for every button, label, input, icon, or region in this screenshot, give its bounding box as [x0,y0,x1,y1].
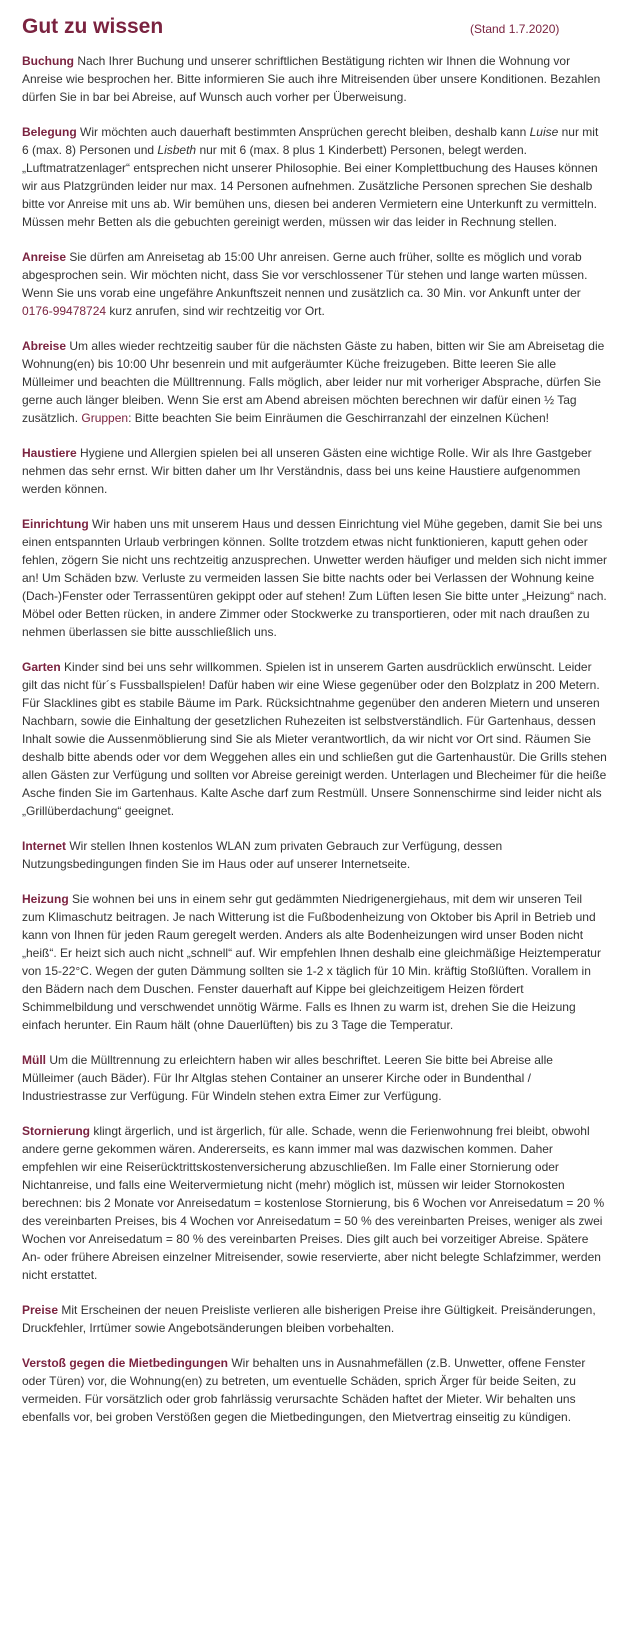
section-text-anreise-part2: kurz anrufen, sind wir rechtzeitig vor Ort. [106,304,325,318]
section-internet [22,837,607,873]
section-text-verstoss: Wir behalten uns in Ausnahmefällen (z.B. Unwetter, offene Fenster oder Türen) vor, die Wohnung(en) zu betreten, um eventuelle Schäden, sprich Ärger für beide Seiten, zu vermeiden. Für vorsätzlich oder grob fahrlässig verursachte Schäden haftet der Mieter. Wir behalten uns ebenfalls vor, bei groben Verstößen gegen die Mietbedingungen, den Mietvertrag einseitig zu kündigen. [22,1356,586,1424]
apartment-name-lisbeth: Lisbeth [157,143,197,157]
section-haustiere [22,444,607,498]
section-text-belegung-part2: nur mit 6 (max. 8) Personen und [22,125,599,157]
page-title: Gut zu wissen [22,15,164,38]
section-text-internet: Wir stellen Ihnen kostenlos WLAN zum privaten Gebrauch zur Verfügung, dessen Nutzungsbedingungen finden Sie im Haus oder auf unserer Internetseite. [22,839,503,871]
section-text-belegung-part1: Wir möchten auch dauerhaft bestimmten Ansprüchen gerecht bleiben, deshalb kann [76,125,530,139]
section-preise [22,1301,607,1337]
section-text-anreise-part1: Sie dürfen am Anreisetag ab 15:00 Uhr anreisen. Gerne auch früher, sollte es möglich und vorab abgesprochen sein. Wir möchten nicht, dass Sie vor verschlossener Tür stehen und lange warten müssen. Wenn Sie uns vorab eine ungefähre Ankunftszeit nennen und zusätzlich ca. 30 Min. vor Ankunft unter der [22,250,588,300]
stand-date: (Stand 1.7.2020) [470,22,560,36]
apartment-name-luise: Luise [529,125,559,139]
groups-label: Gruppen [81,411,129,425]
section-text-stornierung: klingt ärgerlich, und ist ärgerlich, für alle. Schade, wenn die Ferienwohnung frei bleibt, obwohl andere gerne gekommen wären. Andererseits, es kann immer mal was dazwischen kommen. Daher empfehlen wir eine Reiserücktrittskostenversicherung abzuschließen. Im Falle einer Stornierung oder Nichtanreise, und falls eine Weitervermietung nicht (mehr) möglich ist, müssen wir leider Stornokosten berechnen: bis 2 Monate vor Anreisedatum = kostenlose Stornierung, bis 6 Wochen vor Anreisedatum = 20 % des vereinbarten Preises, bis 4 Wochen vor Anreisedatum = 50 % des vereinbarten Preises, weniger als zwei Wochen vor Anreisedatum = 80 % des vereinbarten Preises. Dies gilt auch bei vorzeitiger Abreise. Spätere An- oder frühere Abreisen einzelner Mitreisender, sowie reservierte, aber nicht belegte Schlafzimmer, werden nicht erstattet. [22,1124,605,1282]
section-heizung [22,890,607,1034]
section-label-garten: Garten [22,660,61,674]
section-label-internet: Internet [22,839,67,853]
section-label-haustiere: Haustiere [22,446,77,460]
section-label-stornierung: Stornierung [22,1124,90,1138]
section-stornierung [22,1122,607,1284]
section-einrichtung [22,515,607,641]
section-label-heizung: Heizung [22,892,69,906]
phone-number: 0176-99478724 [22,304,107,318]
section-anreise [22,248,607,320]
section-text-garten: Kinder sind bei uns sehr willkommen. Spielen ist in unserem Garten ausdrücklich erwünscht. Leider gilt das nicht für´s Fussballspielen! Dafür haben wir eine Wiese gegenüber oder den Bolzplatz in 200 Metern. Für Slacklines gibt es stabile Bäume im Park. Rücksichtnahme gegenüber den anderen Mietern und unseren Nachbarn, sowie die Einhaltung der gesetzlichen Ruhezeiten ist selbstverständlich. Für Gartenhaus, dessen Inhalt sowie die Aussenmöblierung sind Sie als Mieter verantwortlich, da wir nicht vor Ort sind. Räumen Sie deshalb bitte abends oder vor dem Weggehen alles ein und schließen gut die Gartenhaustür. Die Grills stehen allen Gästen zur Verfügung und sollten vor Abreise gereinigt werden. Unterlagen und Blecheimer für die heiße Asche finden Sie im Gartenhaus. Kalte Asche darf zum Restmüll. Unsere Sonnenschirme sind leider nicht als „Grillüberdachung“ geeignet. [22,660,607,818]
section-belegung [22,123,607,231]
section-label-einrichtung: Einrichtung [22,517,89,531]
section-label-verstoss: Verstoß gegen die Mietbedingungen [22,1356,229,1370]
section-text-buchung: Nach Ihrer Buchung und unserer schriftlichen Bestätigung richten wir Ihnen die Wohnung vor Anreise wie besprochen her. Bitte informieren Sie auch ihre Mitreisenden über unsere Konditionen. Bezahlen dürfen Sie in bar bei Abreise, auf Wunsch auch vorher per Überweisung. [22,54,601,104]
section-text-muell: Um die Mülltrennung zu erleichtern haben wir alles beschriftet. Leeren Sie bitte bei Abreise alle Mülleimer (auch Bäder). Für Ihr Altglas stehen Container an unserer Kirche oder in Bundenthal / Industriestrasse zur Verfügung. Für Windeln stehen extra Eimer zur Verfügung. [22,1053,553,1103]
section-text-belegung-part3: nur mit 6 (max. 8 plus 1 Kinderbett) Personen, belegt werden. „Luftmatratzenlager“ entsprechen nicht unserer Philosophie. Bei einer Komplettbuchung des Hauses können wir aus Platzgründen leider nur max. 14 Personen aufnehmen. Zusätzliche Personen sprechen Sie deshalb bitte vor Anreise mit uns ab. Wir bemühen uns, diesen bei anderen Vermietern eine Unterkunft zu vermitteln. Müssen mehr Betten als die gebuchten gereinigt werden, müssen wir das leider in Rechnung stellen. [22,143,598,229]
section-text-heizung: Sie wohnen bei uns in einem sehr gut gedämmten Niedrigenergiehaus, mit dem wir unseren Teil zum Klimaschutz beitragen. Je nach Witterung ist die Fußbodenheizung von Oktober bis April in Betrieb und kann von Ihnen für jeden Raum geregelt werden. Anders als alte Bodenheizungen wird unser Boden nicht „heiß“. Er heizt sich auch nicht „schnell“ auf. Wir empfehlen Ihnen deshalb eine gleichmäßige Heiztemperatur von 15-22°C. Wegen der guten Dämmung sollten sie 1-2 x täglich für 10 Min. kräftig Stoßlüften. Vorallem in den Bädern nach dem Duschen. Fenster dauerhaft auf Kippe bei gleichzeitigem Heizen fördert Schimmelbildung und verschwendet unnötig Wärme. Falls es Ihnen zu warm ist, drehen Sie die Heizung einfach herunter. Ein Raum hält (ohne Dauerlüften) bis zu 3 Tage die Temperatur. [22,892,601,1032]
page-header [22,12,607,52]
section-garten [22,658,607,820]
section-text-abreise-part2: : Bitte beachten Sie beim Einräumen die Geschirranzahl der einzelnen Küchen! [128,411,549,425]
section-text-abreise-part1: Um alles wieder rechtzeitig sauber für die nächsten Gäste zu haben, bitten wir Sie am Abreisetag die Wohnung(en) bis 10:00 Uhr besenrein und mit aufgeräumter Küche freizugeben. Bitte leeren Sie alle Mülleimer und beachten die Mülltrennung. Falls möglich, aber leider nur mit vorheriger Absprache, dürfen Sie gerne auch länger bleiben. Wenn Sie erst am Abend abreisen möchten berechnen wir dafür einen ½ Tag zusätzlich. [22,339,605,425]
section-label-anreise: Anreise [22,250,67,264]
section-label-muell: Müll [22,1053,46,1067]
section-label-abreise: Abreise [22,339,67,353]
section-label-preise: Preise [22,1303,59,1317]
section-verstoss [22,1354,607,1426]
section-buchung [22,52,607,106]
section-muell [22,1051,607,1105]
section-text-haustiere: Hygiene und Allergien spielen bei all unseren Gästen eine wichtige Rolle. Wir als Ihre Gastgeber nehmen das sehr ernst. Wir bitten daher um Ihr Verständnis, dass bei uns keine Haustiere aufgenommen werden können. [22,446,592,496]
section-text-einrichtung: Wir haben uns mit unserem Haus und dessen Einrichtung viel Mühe gegeben, damit Sie bei uns einen entspannten Urlaub verbringen können. Sollte trotzdem etwas nicht funktionieren, kaputt gehen oder fehlen, zögern Sie nicht uns rechtzeitig anzusprechen. Unwetter werden häufiger und melden sich nicht immer an! Um Schäden bzw. Verluste zu vermeiden lassen Sie bitte nachts oder bei Verlassen der Wohnung keine (Dach-)Fenster oder Terrassentüren gekippt oder auf stehen! Zum Lüften lesen Sie bitte unter „Heizung“ nach. Möbel oder Betten rücken, in andere Zimmer oder Stockwerke zu transportieren, oder mit nach draußen zu nehmen überlassen sie bitte ausschließlich uns. [22,517,607,639]
section-abreise [22,337,607,427]
section-label-buchung: Buchung [22,54,74,68]
section-label-belegung: Belegung [22,125,77,139]
section-text-preise: Mit Erscheinen der neuen Preisliste verlieren alle bisherigen Preise ihre Gültigkeit. Preisänderungen, Druckfehler, Irrtümer sowie Angebotsänderungen bleiben vorbehalten. [22,1303,596,1335]
